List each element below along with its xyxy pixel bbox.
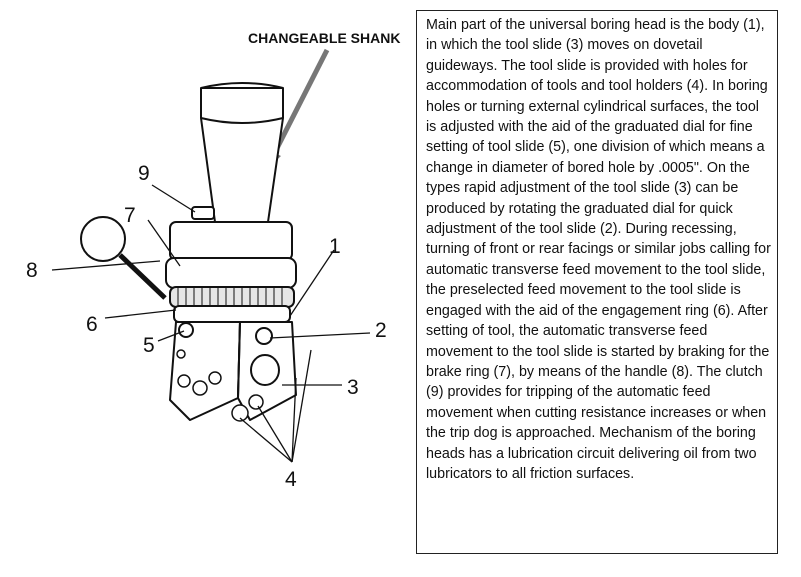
- upper-collar: [170, 222, 292, 260]
- engagement-ring: [170, 287, 294, 307]
- part-number-2: 2: [375, 319, 387, 342]
- changeable-shank-label: CHANGEABLE SHANK: [248, 30, 401, 46]
- handle-ball: [81, 217, 125, 261]
- part-number-5: 5: [143, 334, 155, 357]
- slide-bore: [251, 355, 279, 385]
- body-left-block: [170, 322, 240, 420]
- part-number-9: 9: [138, 162, 150, 185]
- fine-adjust-dial: [179, 323, 193, 337]
- part-number-1: 1: [329, 235, 341, 258]
- quick-adjust-dial: [256, 328, 272, 344]
- part-number-4: 4: [285, 468, 297, 491]
- part-number-8: 8: [26, 259, 38, 282]
- part-number-7: 7: [124, 204, 136, 227]
- shank: [201, 88, 283, 222]
- part-number-6: 6: [86, 313, 98, 336]
- description-text: Main part of the universal boring head is the body (1), in which the tool slide (3) moves on dovetail guideways. The tool slide is provided with holes for accommodation of tools and tool holders (4). In boring holes or turning external cylindrical surfaces, the tool is adjusted with the aid of the graduated dial for fine setting of tool slide (5), one division of which means a change in diameter of bored hole by .0005". On the types rapid adjustment of the tool slide (3) can be produced by rotating the graduated dial for quick adjustment of the tool slide (2). During recessing, turning of front or rear facings or similar jobs calling for automatic transverse feed movement to the tool slide, the preselected feed movement to the tool slide is engaged with the aid of the engagement ring (6). After setting of tool, the automatic transverse feed movement to the tool slide is started by braking for the brake ring (7), by means of the handle (8). The clutch (9) provides for tripping of the automatic feed movement when cutting resistance increases or when the trip dog is approached. Mechanism of the boring heads has a lubrication circuit delivering oil from two lubricators to all friction surfaces.: [426, 17, 771, 482]
- clutch-knob: [192, 207, 214, 219]
- part-number-3: 3: [347, 376, 359, 399]
- description-box: [416, 10, 778, 554]
- lower-ring: [174, 306, 290, 322]
- brake-ring: [166, 258, 296, 288]
- boring-head-drawing: [81, 83, 296, 421]
